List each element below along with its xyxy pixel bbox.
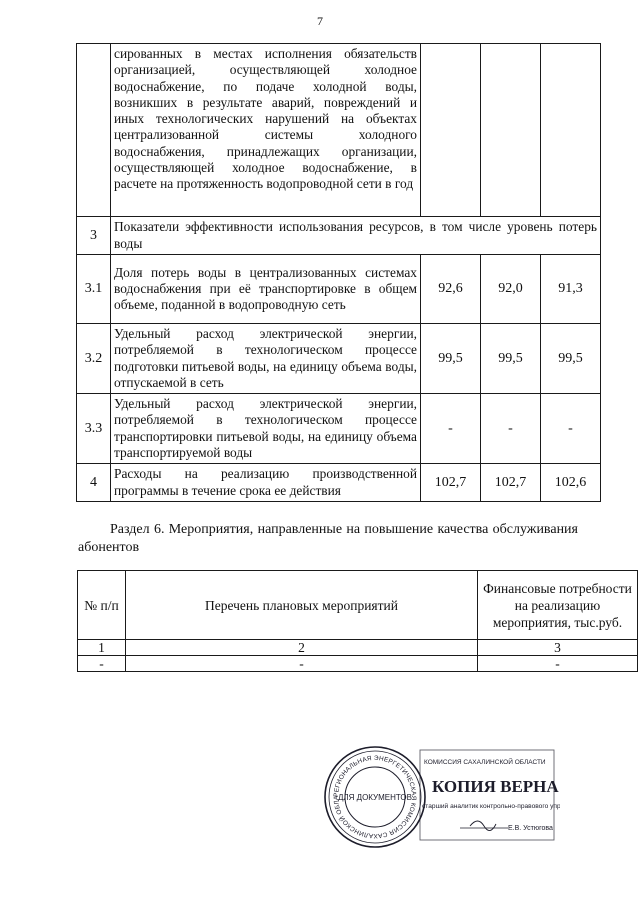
row-text: сированных в местах исполнения обязательств организацией, осуществляющей холодное водоснабжение, по подаче холодной воды, возникших в результате аварий, повреждений и иных технологических нарушений на объектах централизованной системы холодного водоснабжения, принадлежащих организации, осуществляющей холодное водоснабжение, в расчете на протяженность водопроводной сети в год [111,44,421,217]
row-text: Доля потерь воды в централизованных системах водоснабжения при её транспортировке в общем объеме, поданной в водопроводную сеть [111,255,421,324]
table-row [77,217,601,255]
row-text: Расходы на реализацию производственной программы в течение срока ее действия [111,464,421,502]
column-number: 2 [126,640,478,656]
svg-text:РЕГИОНАЛЬНАЯ ЭНЕРГЕТИЧЕСКАЯ КО [320,742,417,839]
column-header-measures: Перечень плановых мероприятий [126,571,478,640]
value-cell: 92,6 [421,255,481,324]
value-cell [481,44,541,217]
table-cell: - [78,656,126,672]
column-numbering-row [78,640,638,656]
value-cell: - [481,394,541,464]
table-row [77,255,601,324]
indicators-table [76,43,601,502]
measures-table [77,570,638,672]
section-6-title: Раздел 6. Мероприятия, направленные на повышение качества обслуживания абонентов [78,522,578,555]
stamp-signer: Е.В. Устюгова [508,825,553,832]
row-number: 3.1 [77,255,111,324]
value-cell: - [421,394,481,464]
row-number: 3.2 [77,324,111,394]
value-cell: 102,7 [421,464,481,502]
table-header-row [78,571,638,640]
row-text: Удельный расход электрической энергии, потребляемой в технологическом процессе транспортировки питьевой воды, на единицу объема транспортируемой воды [111,394,421,464]
value-cell [421,44,481,217]
column-number: 1 [78,640,126,656]
column-number: 3 [478,640,638,656]
row-text: Удельный расход электрической энергии, потребляемой в технологическом процессе подготовки питьевой воды, на единицу объема воды, отпускаемой в сеть [111,324,421,394]
column-header-number: № п/п [78,571,126,640]
table-row [77,464,601,502]
table-cell: - [478,656,638,672]
value-cell [541,44,601,217]
row-number: 4 [77,464,111,502]
column-header-finance: Финансовые потребности на реализацию мероприятия, тыс.руб. [478,571,638,640]
value-cell: 99,5 [541,324,601,394]
value-cell: 102,6 [541,464,601,502]
table-row [77,324,601,394]
value-cell: 102,7 [481,464,541,502]
row-text: Показатели эффективности использования ресурсов, в том числе уровень потерь воды [111,217,601,255]
stamp-title: КОПИЯ ВЕРНА [432,777,559,796]
certification-stamp [320,742,560,852]
value-cell: - [541,394,601,464]
table-row [77,44,601,217]
value-cell: 99,5 [421,324,481,394]
page-number: 7 [317,14,323,28]
value-cell: 92,0 [481,255,541,324]
table-row [77,394,601,464]
value-cell: 99,5 [481,324,541,394]
seal-center-text: ДЛЯ ДОКУМЕНТОВ [337,793,413,802]
table-row [78,656,638,672]
row-number: 3.3 [77,394,111,464]
seal-ring-text: РЕГИОНАЛЬНАЯ ЭНЕРГЕТИЧЕСКАЯ КОМИССИЯ САХАЛИНСКОЙ ОБЛА [332,754,418,840]
table-cell: - [126,656,478,672]
stamp-graphic [320,742,560,852]
row-number [77,44,111,217]
row-number: 3 [77,217,111,255]
value-cell: 91,3 [541,255,601,324]
stamp-position-line: старший аналитик контрольно-правового упр [422,803,560,810]
stamp-org-line: КОМИССИЯ САХАЛИНСКОЙ ОБЛАСТИ [424,759,546,766]
